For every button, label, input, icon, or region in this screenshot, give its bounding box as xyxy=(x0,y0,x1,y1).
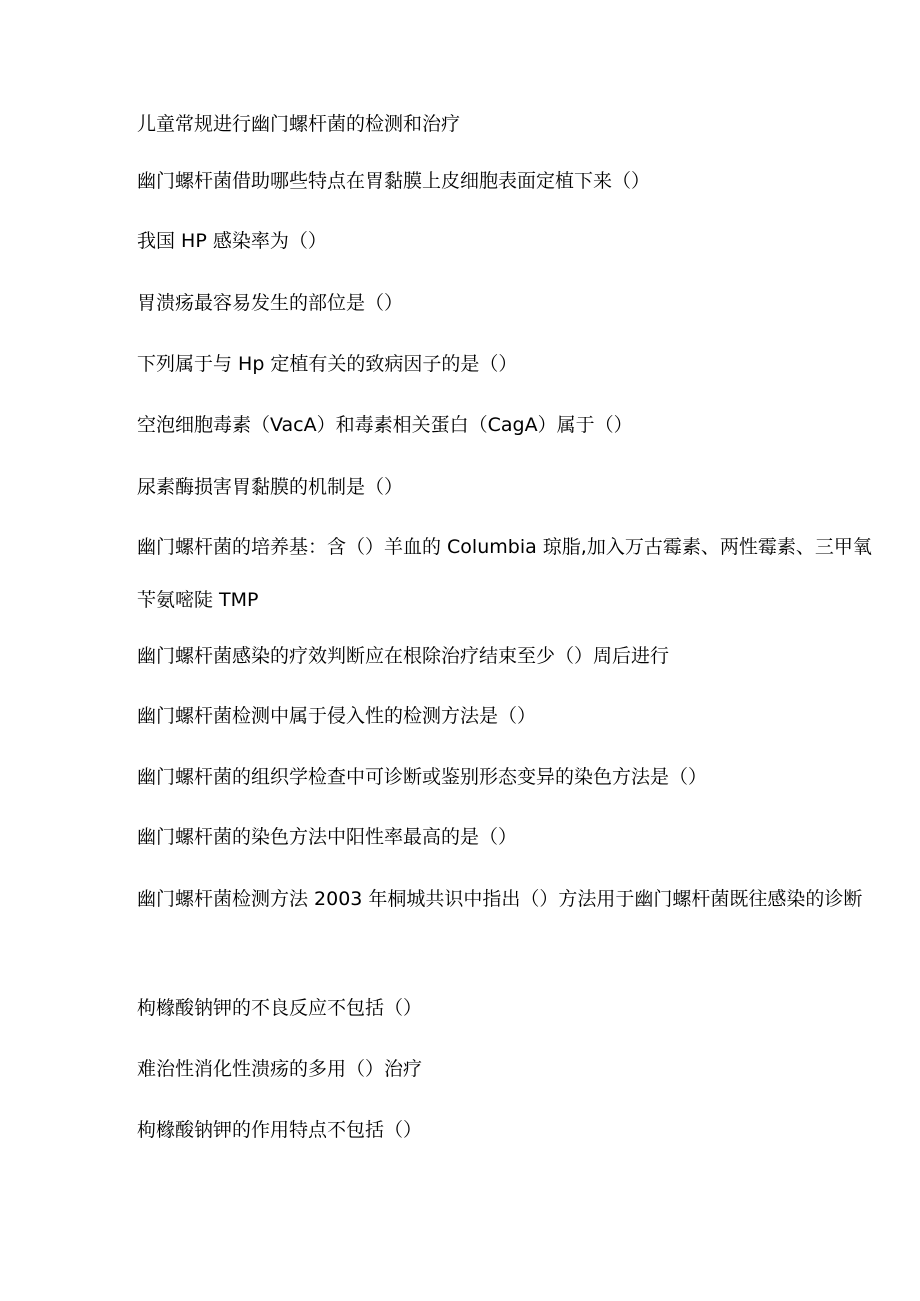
question-line: 难治性消化性溃疡的多用（）治疗 xyxy=(137,1058,423,1080)
question-line: 幽门螺杆菌感染的疗效判断应在根除治疗结束至少（）周后进行 xyxy=(137,645,670,667)
question-line: 幽门螺杆菌的染色方法中阳性率最高的是（） xyxy=(137,826,518,848)
question-line: 我国 HP 感染率为（） xyxy=(137,230,327,252)
question-line: 幽门螺杆菌检测方法 2003 年桐城共识中指出（）方法用于幽门螺杆菌既往感染的诊断 xyxy=(137,888,863,910)
question-line: 枸橼酸钠钾的作用特点不包括（） xyxy=(137,1119,423,1141)
question-line: 胃溃疡最容易发生的部位是（） xyxy=(137,292,404,314)
question-line: 幽门螺杆菌检测中属于侵入性的检测方法是（） xyxy=(137,705,537,727)
question-line: 空泡细胞毒素（VacA）和毒素相关蛋白（CagA）属于（） xyxy=(137,414,633,436)
question-line: 幽门螺杆菌借助哪些特点在胃黏膜上皮细胞表面定植下来（） xyxy=(137,170,651,192)
question-line: 枸橼酸钠钾的不良反应不包括（） xyxy=(137,997,423,1019)
question-line: 儿童常规进行幽门螺杆菌的检测和治疗 xyxy=(137,113,461,135)
question-line: 幽门螺杆菌的组织学检查中可诊断或鉴别形态变异的染色方法是（） xyxy=(137,766,708,788)
question-line: 下列属于与 Hp 定植有关的致病因子的是（） xyxy=(137,353,518,375)
question-line: 尿素酶损害胃黏膜的机制是（） xyxy=(137,476,404,498)
question-line: 幽门螺杆菌的培养基：含（）羊血的 Columbia 琼脂,加入万古霉素、两性霉素、三甲氧苄氨嘧陡 TMP xyxy=(137,536,872,611)
